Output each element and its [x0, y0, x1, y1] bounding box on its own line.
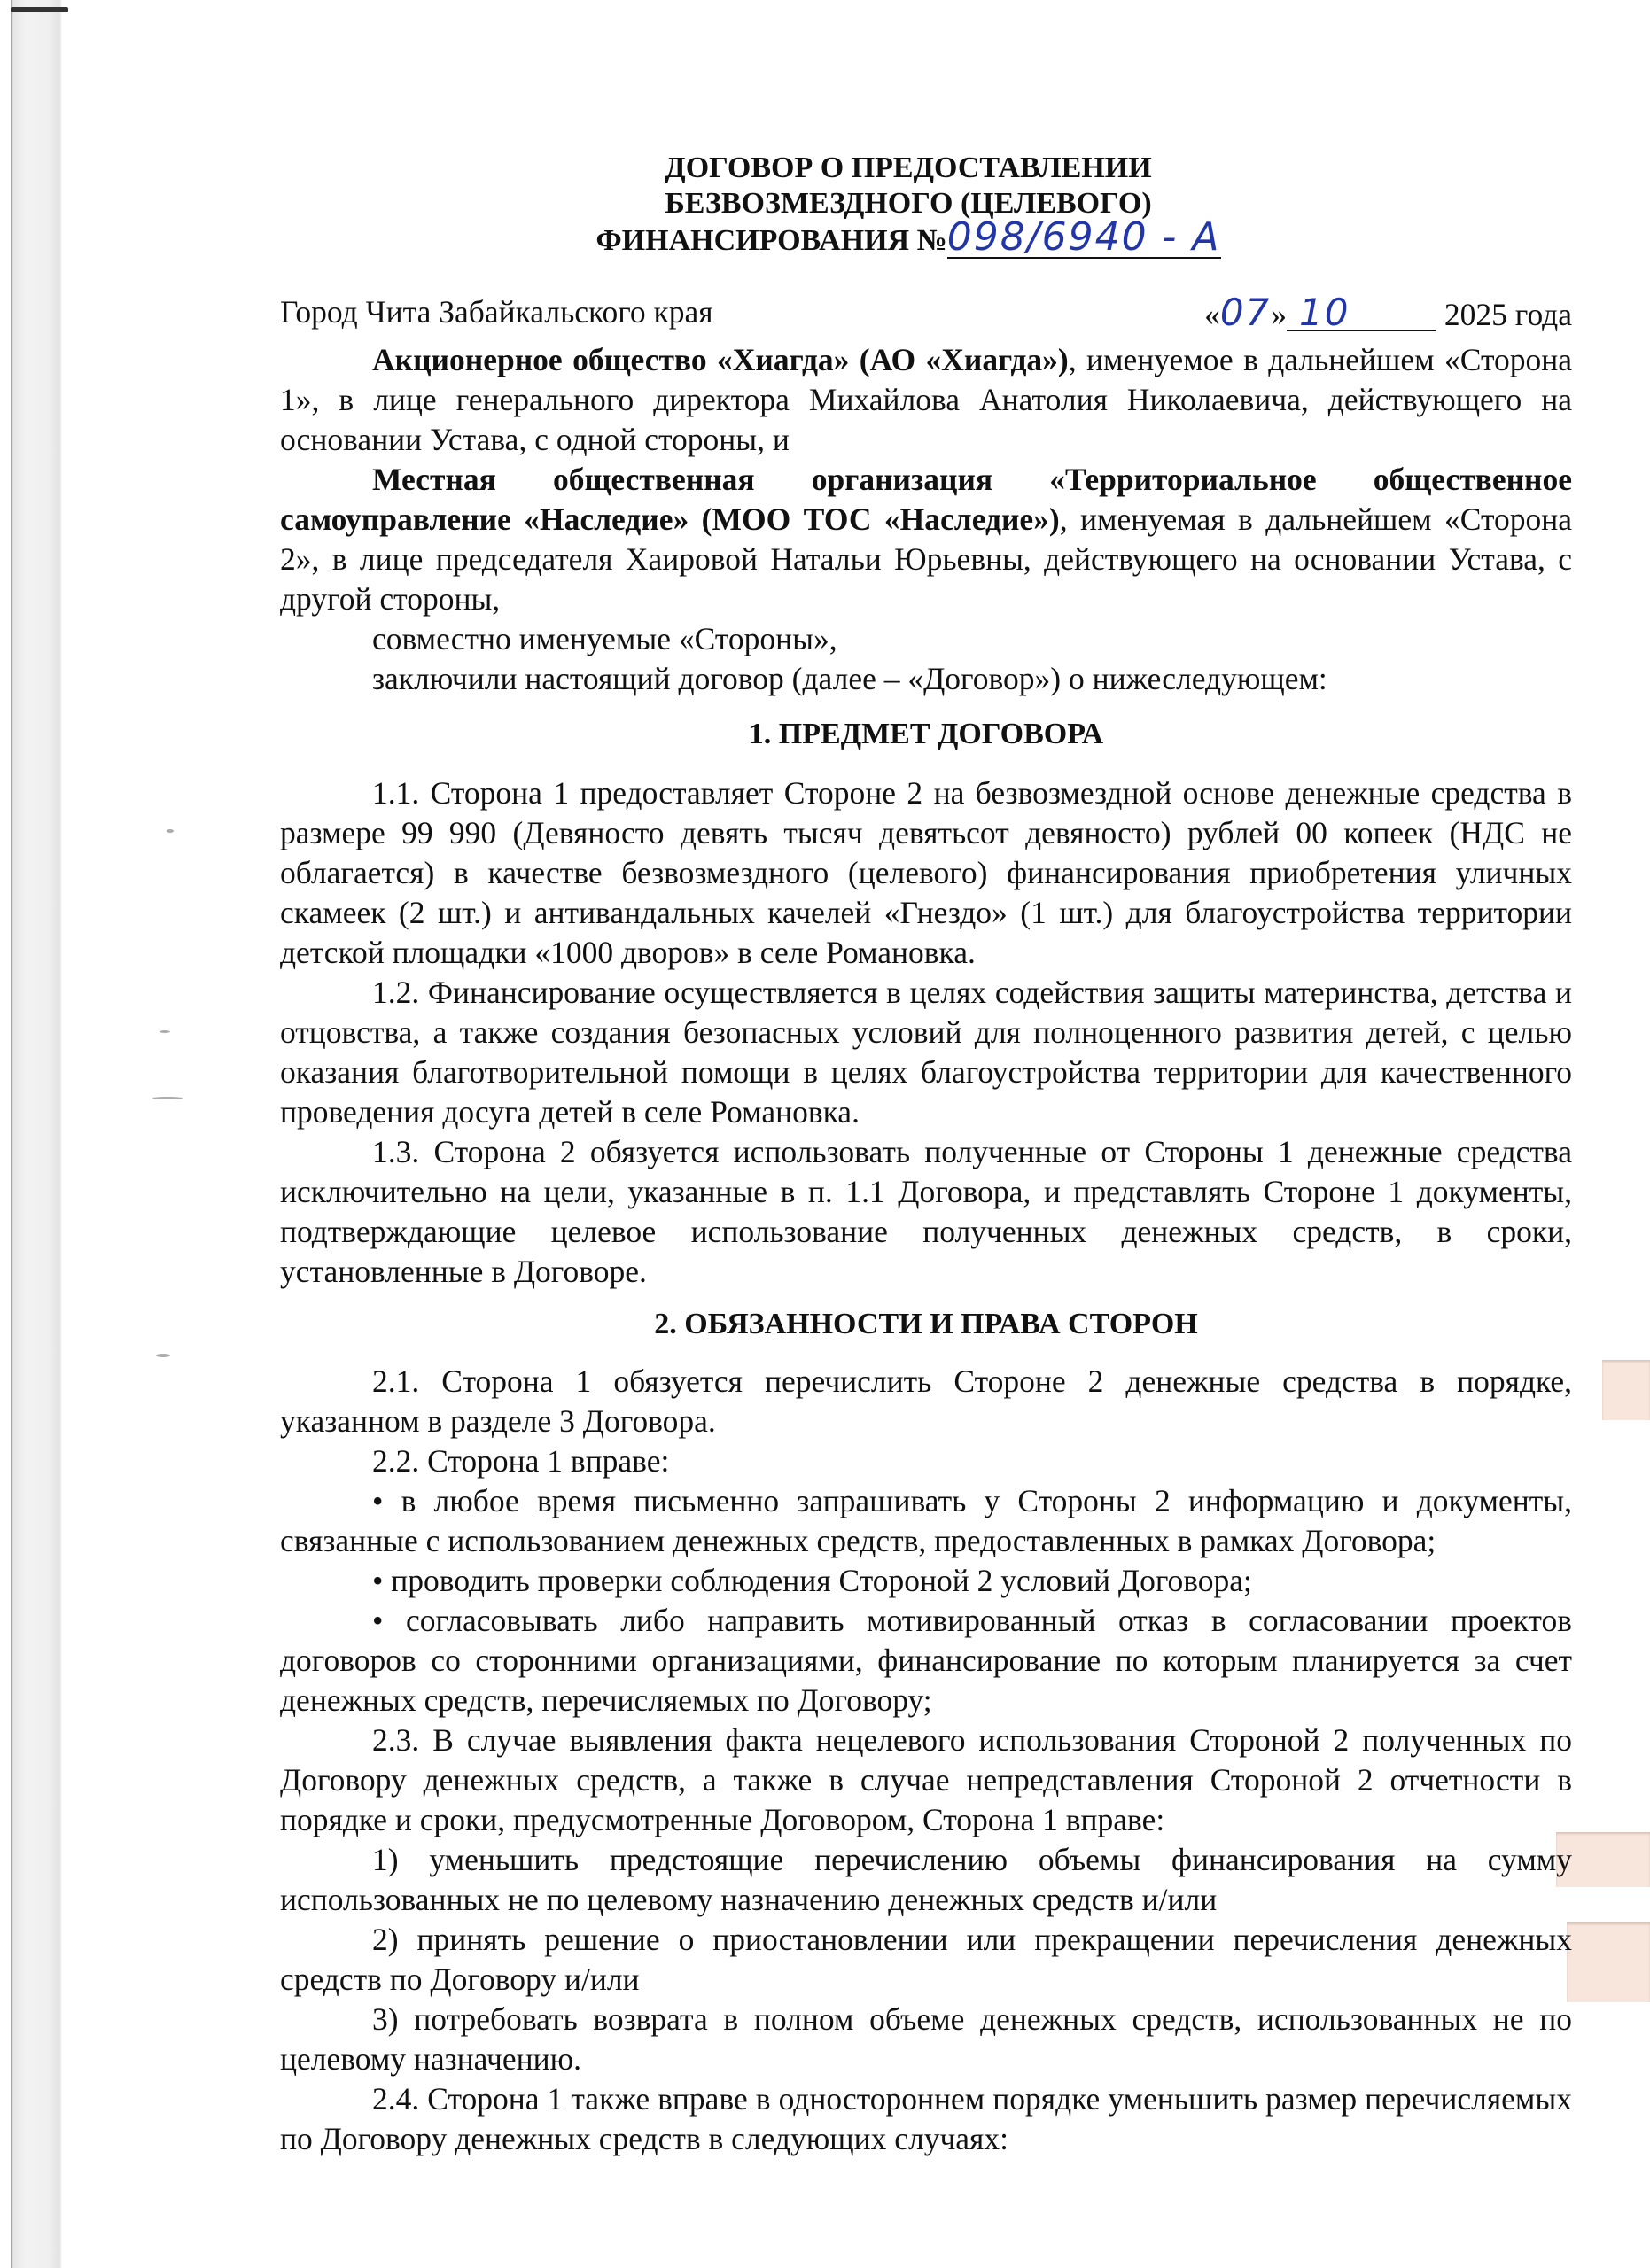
date-field: [1204, 292, 1572, 335]
date-day-handwritten: 07: [1219, 291, 1272, 334]
clause-1-2: 1.2. Финансирование осуществляется в целях содействия защиты материнства, детства и отцовства, а также создания безопасных условий для полноценного развития детей, с целью оказания благотворительной помощи в целях благоустройства территории для качественного проведения досуга детей в селе Романовка.: [280, 975, 1572, 1130]
sticky-tab: [1602, 1360, 1650, 1420]
party-2-paragraph: [280, 460, 1572, 619]
clause-2-3-item: 2) принять решение о приостановлении или прекращении перечисления денежных средств по Договору и/или: [280, 1922, 1572, 1997]
scan-speck: [156, 1354, 170, 1357]
date-open-quote: «: [1204, 297, 1220, 332]
clause-2-2: 2.2. Сторона 1 вправе:: [372, 1443, 670, 1479]
clause-2-3-item: 1) уменьшить предстоящие перечислению объемы финансирования на сумму использованных не по целевому назначению денежных средств и/или: [280, 1842, 1572, 1917]
scan-speck: [152, 1097, 183, 1099]
party-1-name: Акционерное общество «Хиагда» (АО «Хиагда»): [372, 342, 1069, 377]
clause-2-2-bullet: • согласовывать либо направить мотивированный отказ в согласовании проектов договоров со сторонними организациями, финансирование по которым планируется за счет денежных средств, перечисляемых по Договору;: [280, 1603, 1572, 1718]
date-month-field: [1287, 291, 1436, 334]
scan-speck: [167, 829, 174, 833]
party-1-paragraph: [280, 340, 1572, 460]
contract-number-handwritten: 098/6940 - А: [946, 214, 1221, 260]
clause-2-1: 2.1. Сторона 1 обязуется перечислить Стороне 2 денежные средства в порядке, указанном в разделе 3 Договора.: [280, 1363, 1572, 1439]
clause-1-1: 1.1. Сторона 1 предоставляет Стороне 2 на безвозмездной основе денежные средства в размере 99 990 (Девяносто девять тысяч девятьсот девяносто) рублей 00 копеек (НДС не облагается) в качестве безвозмездного (целевого) финансирования приобретения уличных скамеек (2 шт.) и антивандальных качелей «Гнездо» (1 шт.) для благоустройства территории детской площадки «1000 дворов» в селе Романовка.: [280, 775, 1572, 970]
title-line-1: ДОГОВОР О ПРЕДОСТАВЛЕНИИ: [665, 151, 1152, 184]
document-title: [245, 151, 1572, 259]
place-label: Город Чита Забайкальского края: [280, 294, 713, 330]
party-2-details: , именуемая в дальнейшем «Сторона 2», в лице председателя Хаировой Натальи Юрьевны, действующего на основании Устава, с другой стороны,: [280, 501, 1573, 617]
section-2-heading: 2. ОБЯЗАННОСТИ И ПРАВА СТОРОН: [654, 1308, 1198, 1340]
contract-number-field: [946, 214, 1221, 260]
clause-2-3: 2.3. В случае выявления факта нецелевого использования Стороной 2 полученных по Договору денежных средств, а также в случае непредставления Стороной 2 отчетности в порядке и сроки, предусмотренные Договором, Сторона 1 вправе:: [280, 1722, 1572, 1837]
sticky-tab: [1567, 1922, 1650, 2002]
clause-2-4: 2.4. Сторона 1 также вправе в одностороннем порядке уменьшить размер перечисляемых по Договору денежных средств в следующих случаях:: [280, 2081, 1572, 2156]
date-month-handwritten: 10: [1299, 291, 1350, 334]
party-2-name: Местная общественная организация «Территориальное общественное самоуправление «Наследие» (МОО ТОС «Наследие»): [280, 462, 1572, 537]
clause-1-3: 1.3. Сторона 2 обязуется использовать полученные от Стороны 1 денежные средства исключительно на цели, указанные в п. 1.1 Договора, и представлять Стороне 1 документы, подтверждающие целевое использование полученных денежных средств, в сроки, установленные в Договоре.: [280, 1134, 1572, 1289]
place-date-row: [280, 292, 1572, 335]
jointly-named: совместно именуемые «Стороны»,: [372, 621, 837, 656]
scan-left-edge: [11, 0, 62, 2268]
section-1-heading: 1. ПРЕДМЕТ ДОГОВОРА: [748, 718, 1104, 750]
party-1-details: , именуемое в дальнейшем «Сторона 1», в лице генерального директора Михайлова Анатолия Николаевича, действующего на основании Устава, с одной стороны, и: [280, 342, 1572, 457]
clause-2-2-bullet: • в любое время письменно запрашивать у Стороны 2 информацию и документы, связанные с использованием денежных средств, предоставленных в рамках Договора;: [280, 1483, 1572, 1558]
concluded-statement: заключили настоящий договор (далее – «Договор») о нижеследующем:: [372, 661, 1327, 696]
scan-speck: [160, 1030, 170, 1033]
date-year: 2025 года: [1444, 297, 1572, 332]
clause-2-3-item: 3) потребовать возврата в полном объеме денежных средств, использованных не по целевому назначению.: [280, 2001, 1572, 2077]
title-line-3: [245, 214, 1572, 260]
document-page: [280, 142, 1572, 2159]
clause-2-2-bullet: • проводить проверки соблюдения Стороной 2 условий Договора;: [372, 1563, 1252, 1598]
date-close-quote: »: [1271, 297, 1288, 332]
title-line-2: БЕЗВОЗМЕЗДНОГО (ЦЕЛЕВОГО): [665, 187, 1152, 220]
title-line-3-text: ФИНАНСИРОВАНИЯ №: [595, 224, 947, 257]
